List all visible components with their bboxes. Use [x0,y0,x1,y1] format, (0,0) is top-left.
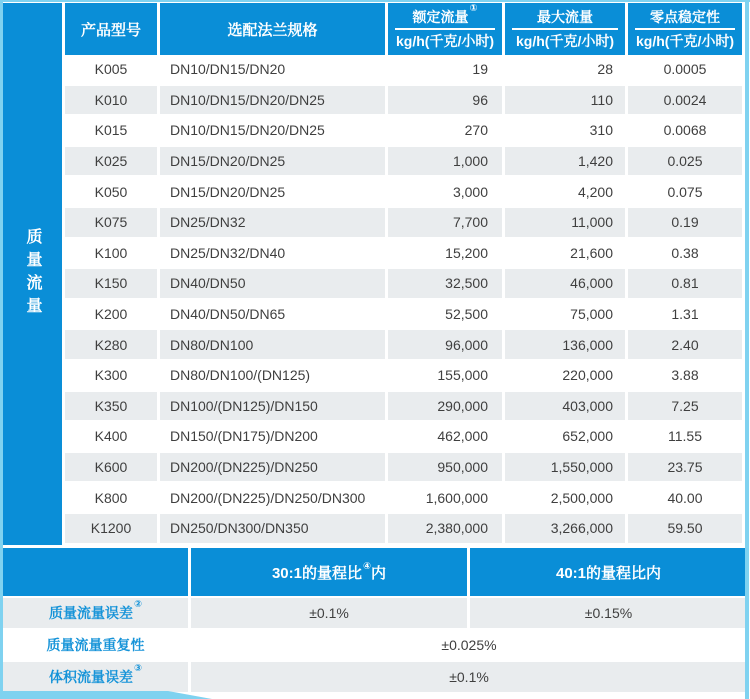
cell-max-flow: 652,000 [505,422,628,453]
cell-product-model: K150 [65,269,160,300]
cell-rated-flow: 96,000 [388,330,505,361]
table-row-k300 [65,361,742,392]
mass-flow-repeatability-row [3,630,747,662]
mass-flow-repeatability-label-cell [3,630,191,662]
table-row-k200 [65,300,742,331]
cell-rated-flow: 96 [388,86,505,117]
cell-flange-spec: DN80/DN100/(DN125) [160,361,388,392]
header-rated-flow [388,3,505,55]
accuracy-header-empty-cell [3,548,191,598]
cell-flange-spec: DN40/DN50 [160,269,388,300]
frame-left-accent [0,0,3,699]
cell-rated-flow: 52,500 [388,300,505,331]
frame-right-accent [745,0,749,699]
cell-product-model: K400 [65,422,160,453]
cell-flange-spec: DN80/DN100 [160,330,388,361]
sidebar-mass-flow [3,3,62,545]
cell-rated-flow: 1,600,000 [388,483,505,514]
cell-flange-spec: DN150/(DN175)/DN200 [160,422,388,453]
table-body [65,55,742,545]
cell-flange-spec: DN250/DN300/DN350 [160,514,388,545]
cell-product-model: K025 [65,147,160,178]
cell-zero-stability: 2.40 [628,330,742,361]
cell-max-flow: 1,420 [505,147,628,178]
mass-flow-error-30to1-value: ±0.1% [191,598,470,630]
cell-max-flow: 220,000 [505,361,628,392]
volume-flow-error-value: ±0.1% [191,662,747,694]
cell-rated-flow: 32,500 [388,269,505,300]
table-row-k150 [65,269,742,300]
mass-flow-error-label-cell [3,598,191,630]
table-row-k075 [65,208,742,239]
cell-rated-flow: 19 [388,55,505,86]
frame-top-accent [0,0,750,2]
volume-flow-error-row [3,662,747,694]
header-max-flow [505,3,628,55]
cell-product-model: K800 [65,483,160,514]
mass-flow-repeatability-label: 质量流量重复性 [46,637,145,653]
cell-rated-flow: 950,000 [388,453,505,484]
table-row-k400 [65,422,742,453]
cell-product-model: K1200 [65,514,160,545]
table-row-k800 [65,483,742,514]
cell-max-flow: 110 [505,86,628,117]
cell-product-model: K280 [65,330,160,361]
table-row-k350 [65,392,742,423]
header-max-flow-unit: kg/h(千克/小时) [516,33,614,49]
mass-flow-error-label: 质量流量误差② [48,599,143,621]
header-rated-flow-title: 额定流量① [412,3,478,25]
cell-zero-stability: 3.88 [628,361,742,392]
cell-zero-stability: 0.38 [628,239,742,270]
table-header-row [65,3,742,55]
cell-rated-flow: 155,000 [388,361,505,392]
cell-rated-flow: 1,000 [388,147,505,178]
footnote-1-marker: ① [469,3,478,15]
cell-flange-spec: DN200/(DN225)/DN250/DN300 [160,483,388,514]
cell-zero-stability: 0.025 [628,147,742,178]
sidebar-label: 质量流量 [24,228,41,320]
cell-flange-spec: DN25/DN32/DN40 [160,239,388,270]
cell-rated-flow: 270 [388,116,505,147]
accuracy-section [3,548,747,694]
table-row-k100 [65,239,742,270]
table-row-k005 [65,55,742,86]
cell-rated-flow: 7,700 [388,208,505,239]
cell-rated-flow: 15,200 [388,239,505,270]
cell-flange-spec: DN100/(DN125)/DN150 [160,392,388,423]
table-row-k010 [65,86,742,117]
mass-flow-error-40to1-value: ±0.15% [470,598,747,630]
accuracy-header-40to1: 40:1的量程比内 [470,548,747,598]
cell-zero-stability: 0.0068 [628,116,742,147]
cell-zero-stability: 23.75 [628,453,742,484]
cell-rated-flow: 2,380,000 [388,514,505,545]
cell-max-flow: 1,550,000 [505,453,628,484]
table-row-k600 [65,453,742,484]
table-row-k280 [65,330,742,361]
cell-max-flow: 75,000 [505,300,628,331]
header-max-flow-title: 最大流量 [537,9,593,25]
cell-flange-spec: DN25/DN32 [160,208,388,239]
accuracy-header-row [3,548,747,598]
cell-zero-stability: 0.0024 [628,86,742,117]
fraction-divider-line [635,28,735,30]
volume-flow-error-label-cell [3,662,191,694]
cell-product-model: K015 [65,116,160,147]
cell-zero-stability: 0.81 [628,269,742,300]
cell-flange-spec: DN10/DN15/DN20/DN25 [160,116,388,147]
cell-flange-spec: DN15/DN20/DN25 [160,147,388,178]
cell-flange-spec: DN40/DN50/DN65 [160,300,388,331]
header-zero-stability-title: 零点稳定性 [650,9,720,25]
cell-product-model: K050 [65,177,160,208]
cell-rated-flow: 3,000 [388,177,505,208]
cell-max-flow: 4,200 [505,177,628,208]
cell-max-flow: 403,000 [505,392,628,423]
cell-product-model: K100 [65,239,160,270]
table-row-k050 [65,177,742,208]
cell-zero-stability: 11.55 [628,422,742,453]
cell-max-flow: 310 [505,116,628,147]
fraction-divider-line [512,28,618,30]
cell-max-flow: 11,000 [505,208,628,239]
cell-product-model: K075 [65,208,160,239]
cell-product-model: K200 [65,300,160,331]
header-product-model: 产品型号 [65,3,160,55]
footnote-3-marker: ③ [133,663,143,675]
footnote-2-marker: ② [133,599,143,611]
table-row-k025 [65,147,742,178]
cell-zero-stability: 59.50 [628,514,742,545]
accuracy-header-30to1: 30:1的量程比 ④ 内 [191,548,470,598]
volume-flow-error-label: 体积流量误差③ [48,663,143,685]
mass-flow-error-row [3,598,747,630]
cell-flange-spec: DN10/DN15/DN20 [160,55,388,86]
table-row-k1200 [65,514,742,545]
table-row-k015 [65,116,742,147]
cell-zero-stability: 0.0005 [628,55,742,86]
cell-max-flow: 28 [505,55,628,86]
spec-table [65,3,742,545]
cell-flange-spec: DN200/(DN225)/DN250 [160,453,388,484]
cell-max-flow: 46,000 [505,269,628,300]
header-zero-stability-unit: kg/h(千克/小时) [636,33,734,49]
cell-max-flow: 136,000 [505,330,628,361]
header-rated-flow-unit: kg/h(千克/小时) [396,33,494,49]
cell-zero-stability: 0.075 [628,177,742,208]
mass-flow-repeatability-value: ±0.025% [191,630,747,662]
cell-zero-stability: 40.00 [628,483,742,514]
cell-max-flow: 3,266,000 [505,514,628,545]
fraction-divider-line [395,28,495,30]
cell-product-model: K600 [65,453,160,484]
cell-product-model: K350 [65,392,160,423]
cell-product-model: K010 [65,86,160,117]
cell-product-model: K300 [65,361,160,392]
cell-max-flow: 21,600 [505,239,628,270]
header-flange-spec: 选配法兰规格 [160,3,388,55]
cell-flange-spec: DN15/DN20/DN25 [160,177,388,208]
cell-zero-stability: 7.25 [628,392,742,423]
cell-flange-spec: DN10/DN15/DN20/DN25 [160,86,388,117]
main-table-area [3,3,742,545]
cell-zero-stability: 1.31 [628,300,742,331]
cell-rated-flow: 462,000 [388,422,505,453]
cell-rated-flow: 290,000 [388,392,505,423]
cell-zero-stability: 0.19 [628,208,742,239]
header-zero-stability [628,3,742,55]
cell-max-flow: 2,500,000 [505,483,628,514]
cell-product-model: K005 [65,55,160,86]
